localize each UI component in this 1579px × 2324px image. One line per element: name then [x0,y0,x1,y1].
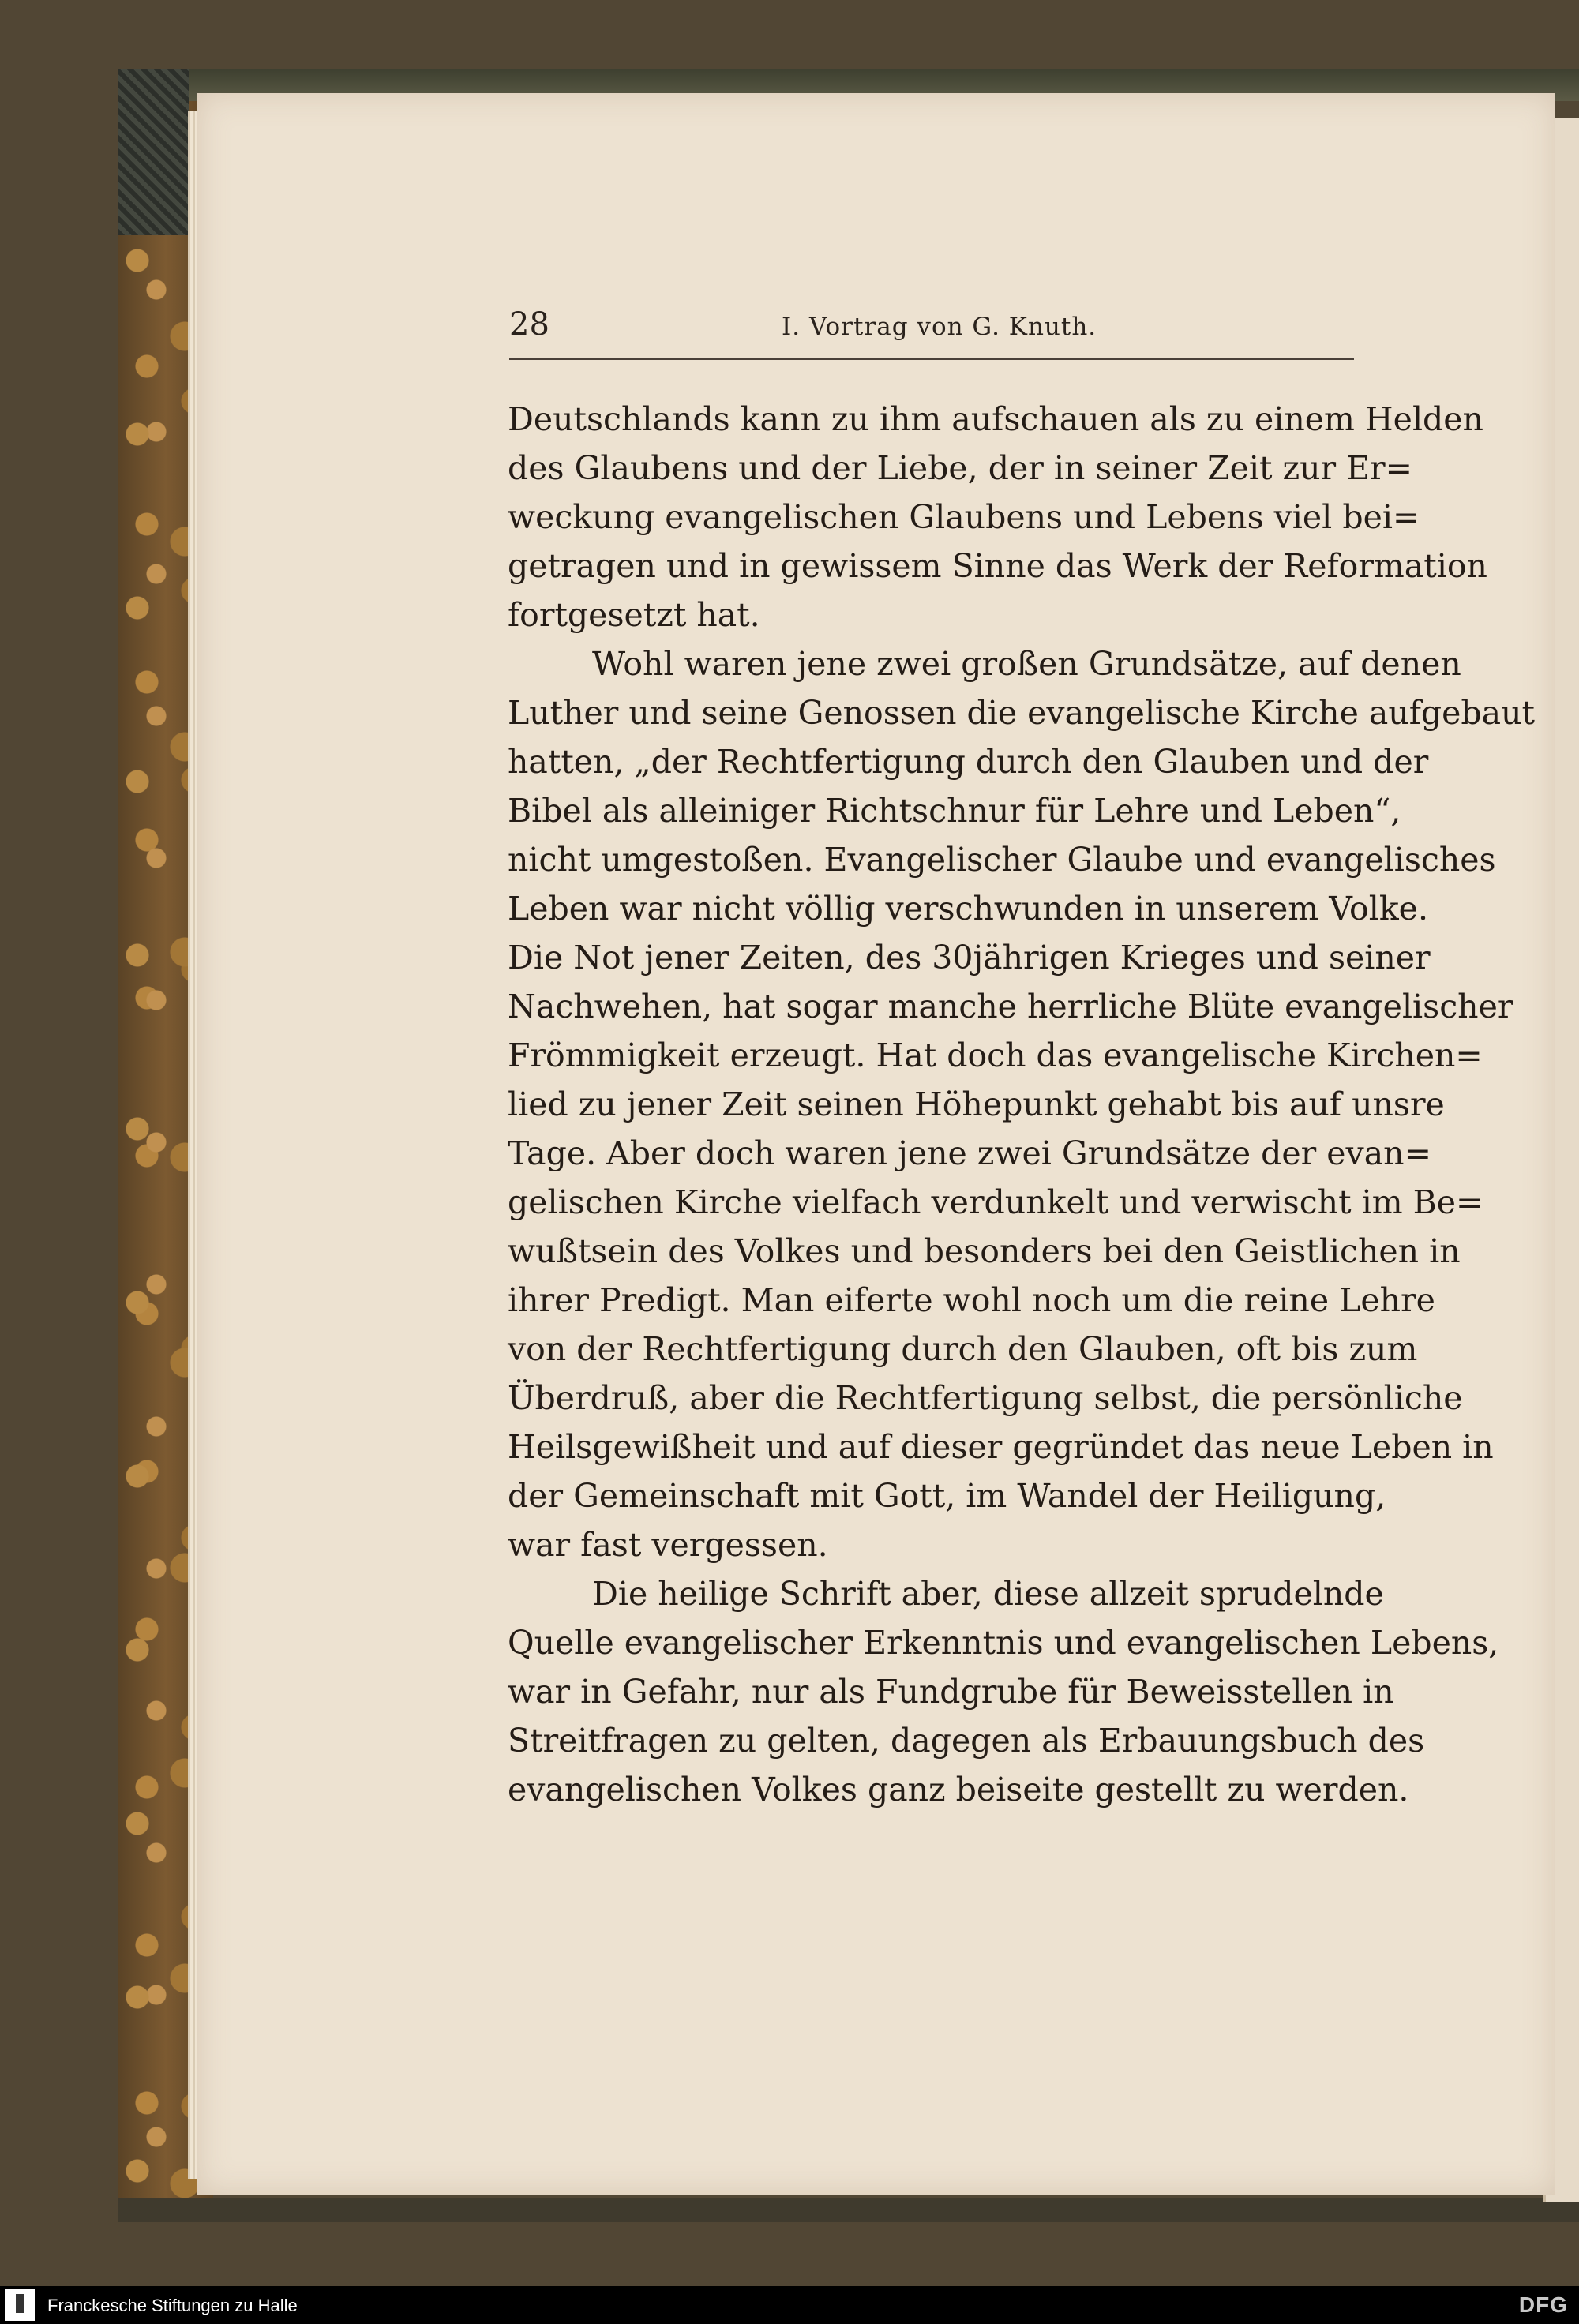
text-line: Streitfragen zu gelten, dagegen als Erbauungsbuch des [508,1722,1425,1760]
text-line: war fast vergessen. [508,1526,828,1564]
text-line: Quelle evangelischer Erkenntnis und evangelischen Lebens, [508,1624,1499,1662]
text-line: des Glaubens und der Liebe, der in seiner Zeit zur Er= [508,449,1412,487]
text-line: getragen und in gewissem Sinne das Werk der Reformation [508,547,1487,585]
footer-bar [0,2286,1579,2324]
text-line: lied zu jener Zeit seinen Höhepunkt gehabt bis auf unsre [508,1085,1445,1123]
text-line: Die Not jener Zeiten, des 30jährigen Krieges und seiner [508,939,1431,976]
text-line: der Gemeinschaft mit Gott, im Wandel der Heiligung, [508,1477,1386,1515]
page-number: 28 [509,306,549,343]
book-cover-corner [118,69,189,235]
paragraph [508,1569,1499,1814]
text-line: wußtsein des Volkes und besonders bei den Geistlichen in [508,1232,1461,1270]
institution-name: Franckesche Stiftungen zu Halle [47,2296,298,2315]
text-line: Tage. Aber doch waren jene zwei Grundsätze der evan= [508,1134,1431,1172]
body-text [508,395,1535,1814]
text-line: Heilsgewißheit und auf dieser gegründet das neue Leben in [508,1428,1494,1466]
text-line: ihrer Predigt. Man eiferte wohl noch um die reine Lehre [508,1281,1435,1319]
text-line: Die heilige Schrift aber, diese allzeit sprudelnde [592,1575,1384,1613]
text-line: Leben war nicht völlig verschwunden in unserem Volke. [508,890,1428,928]
paragraph [508,639,1535,1569]
text-line: Luther und seine Genossen die evangelische Kirche aufgebaut [508,694,1535,732]
text-line: Nachwehen, hat sogar manche herrliche Blüte evangelischer [508,988,1513,1025]
text-line: nicht umgestoßen. Evangelischer Glaube und evangelisches [508,841,1496,879]
text-line: Deutschlands kann zu ihm aufschauen als zu einem Helden [508,400,1483,438]
text-line: hatten, „der Rechtfertigung durch den Glauben und der [508,743,1429,781]
text-line: fortgesetzt hat. [508,596,760,634]
header-rule [509,358,1354,360]
paragraph [508,395,1487,639]
text-line: Bibel als alleiniger Richtschnur für Lehre und Leben“, [508,792,1401,830]
running-title: I. Vortrag von G. Knuth. [782,313,1097,341]
text-line: weckung evangelischen Glaubens und Lebens viel bei= [508,498,1420,536]
text-line: Wohl waren jene zwei großen Grundsätze, auf denen [592,645,1461,683]
funder-logo: DFG [1518,2292,1568,2317]
book-cover-bottom-edge [118,2198,1579,2222]
text-line: gelischen Kirche vielfach verdunkelt und verwischt im Be= [508,1183,1483,1221]
institution-logo-icon [5,2289,35,2321]
text-line: Überdruß, aber die Rechtfertigung selbst, die persönliche [508,1379,1463,1417]
text-line: evangelischen Volkes ganz beiseite gestellt zu werden. [508,1771,1409,1809]
text-line: von der Rechtfertigung durch den Glauben, oft bis zum [508,1330,1418,1368]
text-line: war in Gefahr, nur als Fundgrube für Beweisstellen in [508,1673,1394,1711]
text-line: Frömmigkeit erzeugt. Hat doch das evangelische Kirchen= [508,1036,1483,1074]
